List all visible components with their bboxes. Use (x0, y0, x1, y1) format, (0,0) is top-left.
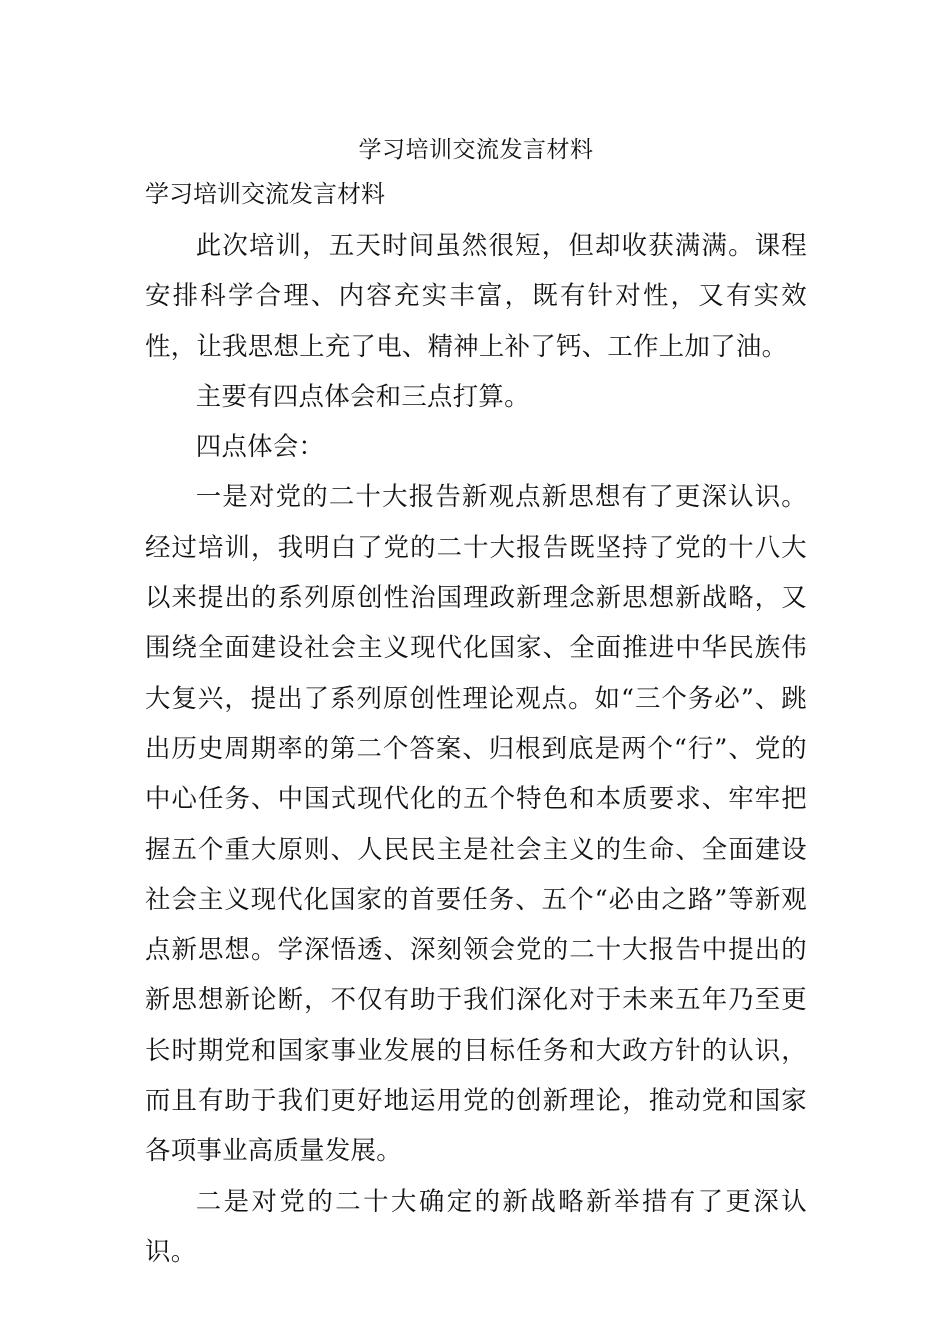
document-title: 学习培训交流发言材料 (358, 137, 594, 163)
paragraph-intro: 此次培训，五天时间虽然很短，但却收获满满。课程安排科学合理、内容充实丰富，既有针对性，又有实效性，让我思想上充了电、精神上补了钙、工作上加了油。 (145, 230, 807, 361)
document-page (145, 128, 807, 1276)
paragraph-section-heading: 四点体会： (195, 431, 325, 462)
document-subtitle: 学习培训交流发言材料 (145, 180, 385, 208)
paragraph-point-two: 二是对党的二十大确定的新战略新举措有了更深认识。 (145, 1185, 807, 1266)
paragraph-point-one: 一是对党的二十大报告新观点新思想有了更深认识。经过培训，我明白了党的二十大报告既坚持了党的十八大以来提出的系列原创性治国理政新理念新思想新战略，又围绕全面建设社会主义现代化国家、全面推进中华民族伟大复兴，提出了系列原创性理论观点。如“三个务必”、跳出历史周期率的第二个答案、归根到底是两个“行”、党的中心任务、中国式现代化的五个特色和本质要求、牢牢把握五个重大原则、人民民主是社会主义的生命、全面建设社会主义现代化国家的首要任务、五个“必由之路”等新观点新思想。学深悟透、深刻领会党的二十大报告中提出的新思想新论断，不仅有助于我们深化对于未来五年乃至更长时期党和国家事业发展的目标任务和大政方针的认识，而且有助于我们更好地运用党的创新理论，推动党和国家各项事业高质量发展。 (145, 481, 807, 1166)
paragraph-summary: 主要有四点体会和三点打算。 (195, 380, 530, 411)
